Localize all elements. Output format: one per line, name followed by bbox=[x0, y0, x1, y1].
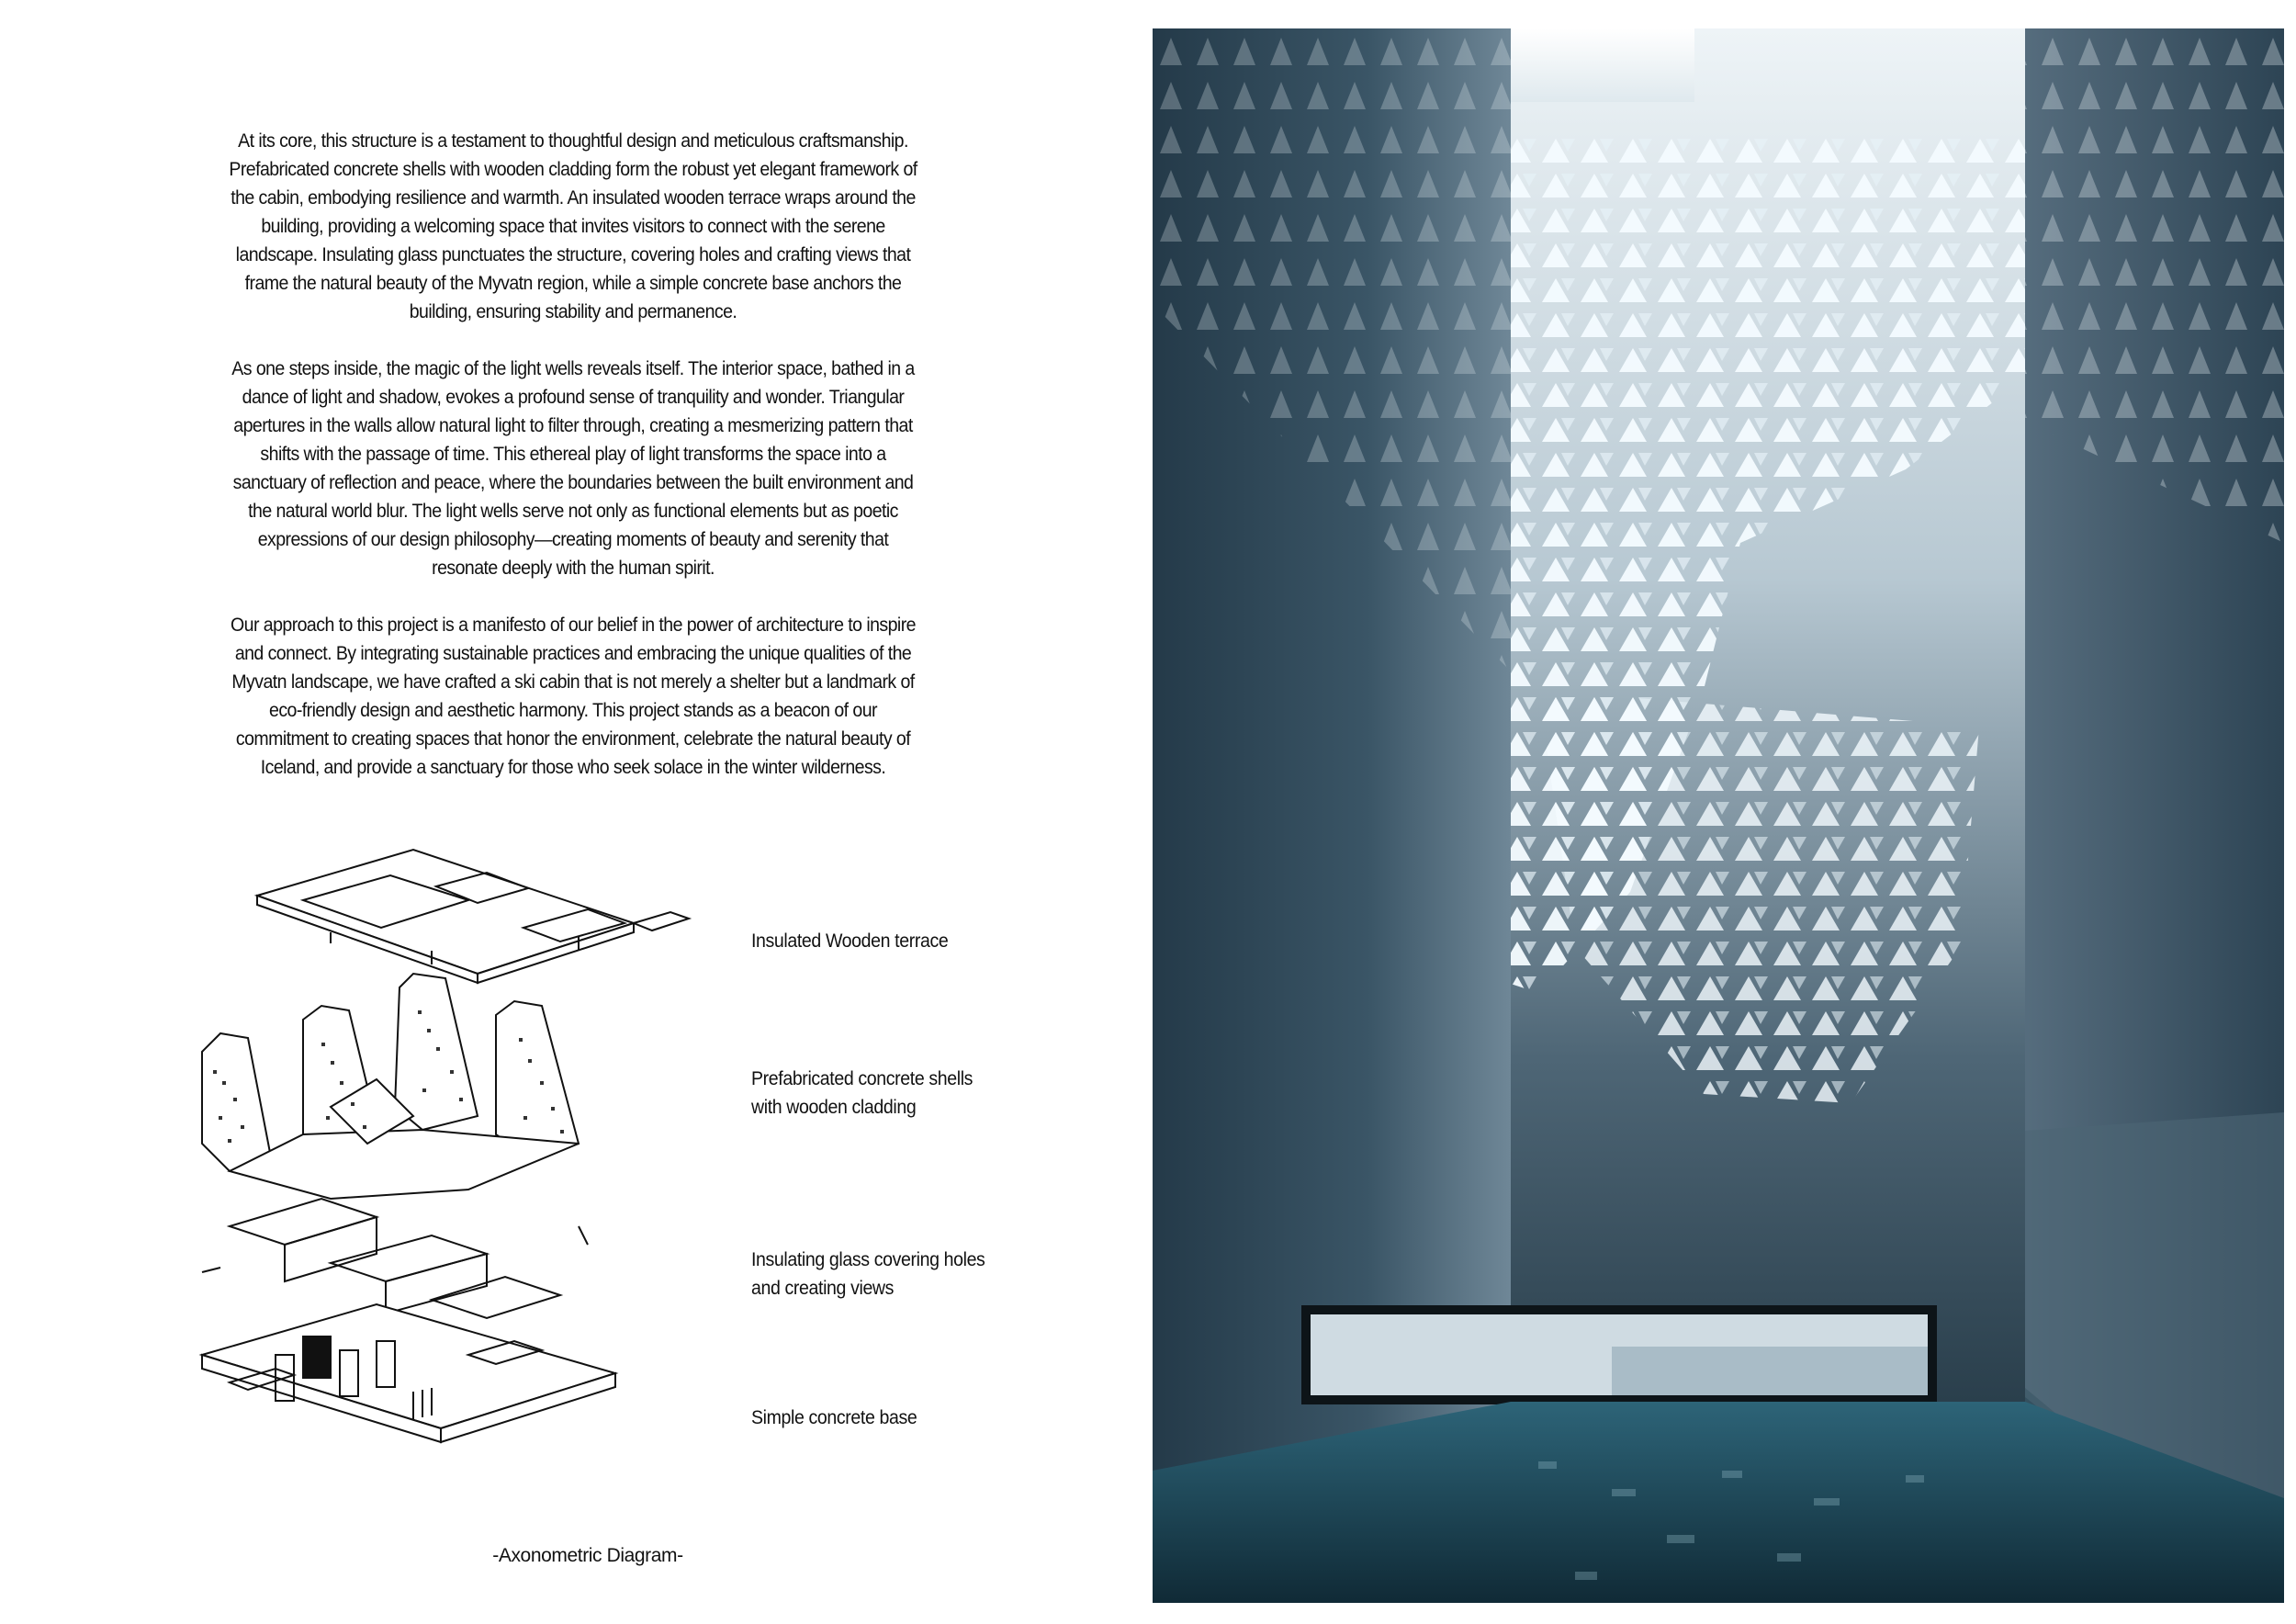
diagram-caption: -Axonometric Diagram- bbox=[492, 1545, 683, 1566]
glass-layer bbox=[202, 1199, 588, 1318]
label-glass-line1: Insulating glass covering holes bbox=[751, 1249, 985, 1270]
label-base: Simple concrete base bbox=[751, 1407, 917, 1428]
terrace-layer bbox=[257, 850, 689, 983]
base-layer bbox=[202, 1304, 615, 1442]
label-shells bbox=[751, 1065, 1041, 1122]
interior-render bbox=[1153, 28, 2284, 1603]
axonometric-diagram bbox=[193, 840, 735, 1483]
shells-layer bbox=[202, 974, 579, 1199]
paragraph-3: Our approach to this project is a manifesto of our belief in the power of architecture to inspire and connect. By integrating sustainable practices and embracing the unique qualities of the Myvatn landscape, we have crafted a ski cabin that is not merely a shelter but a landmark of eco-friendly design and aesthetic harmony. This project stands as a beacon of our commitment to creating spaces that honor the environment, celebrate the natural beauty of Iceland, and provide a sanctuary for those who seek solace in the winter wilderness. bbox=[231, 615, 916, 778]
label-glass-line2: and creating views bbox=[751, 1278, 895, 1299]
label-shells-line2: with wooden cladding bbox=[751, 1097, 917, 1118]
paragraph-2: As one steps inside, the magic of the light wells reveals itself. The interior space, bathed in a dance of light and shadow, evokes a profound sense of tranquility and wonder. Triangular apertures in the walls allow natural light to filter through, creating a mesmerizing pattern that shifts with the passage of time. This ethereal play of light transforms the space into a sanctuary of reflection and peace, where the boundaries between the built environment and the natural world blur. The light wells serve not only as functional elements but as poetic expressions of our design philosophy—creating moments of beauty and serenity that resonate deeply with the human spirit. bbox=[231, 358, 915, 579]
paragraph-1: At its core, this structure is a testament to thoughtful design and meticulous craftsmanship. Prefabricated concrete shells with wooden cladding form the robust yet elegant framework of the cabin, embodying resilience and warmth. An insulated wooden terrace wraps around the building, providing a welcoming space that invites visitors to connect with the serene landscape. Insulating glass punctuates the structure, covering holes and crafting views that frame the natural beauty of the Myvatn region, while a simple concrete base anchors the building, ensuring stability and permanence. bbox=[229, 130, 917, 322]
label-shells-line1: Prefabricated concrete shells bbox=[751, 1068, 974, 1089]
label-terrace: Insulated Wooden terrace bbox=[751, 930, 949, 952]
label-glass bbox=[751, 1246, 1041, 1303]
body-text bbox=[228, 127, 917, 810]
